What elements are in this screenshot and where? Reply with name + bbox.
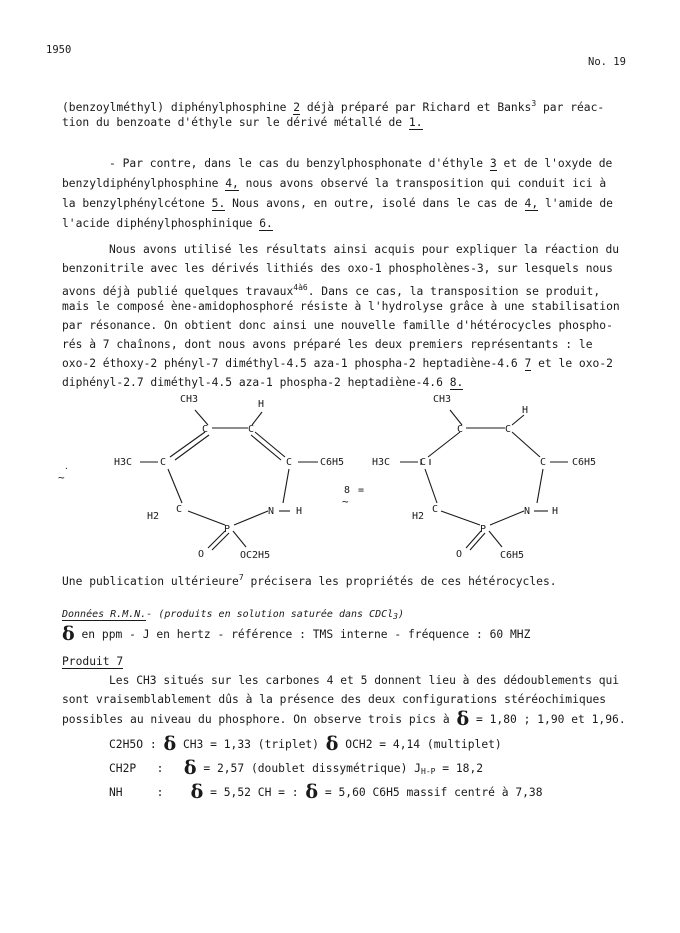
para3-line2: benzonitrile avec les dérivés lithiés des oxo-1 phospholènes-3, sur lesquels nous (62, 262, 613, 275)
right-c-left: C (420, 457, 427, 468)
issue-number: No. 19 (588, 56, 626, 68)
left-c-right: C (286, 457, 293, 468)
right-ch3-top: CH3 (433, 394, 452, 405)
resonance-number: 8 (344, 485, 351, 496)
left-oc2h5: OC2H5 (240, 550, 271, 561)
left-nh-h: H (296, 506, 303, 517)
compound-ref-5: 5. (211, 197, 226, 210)
para3-line5: par résonance. On obtient donc ainsi une nouvelle famille d'hétérocycles phospho- (62, 319, 613, 332)
right-h2: H2 (412, 511, 425, 522)
resonance-equals: = (358, 485, 365, 496)
para1-line1: (benzoylméthyl) diphénylphosphine 2 déjà préparé par Richard et Banks$^3$ par réac- (62, 99, 605, 114)
left-p: P (224, 524, 231, 535)
left-c2: C (248, 424, 255, 435)
left-o: O (198, 549, 205, 560)
left-h3c: H3C (114, 457, 133, 468)
para3-line3: avons déjà publié quelques travaux$^{4à6}$. Dans ce cas, la transposition se produit, (62, 283, 601, 298)
product-text1: Les CH3 situés sur les carbones 4 et 5 donnent lieu à des dédoublements qui (109, 674, 620, 687)
compound-ref-2: 2 (293, 101, 301, 114)
compound-ref-4b: 4, (524, 197, 539, 210)
compound-ref-6: 6. (259, 217, 273, 230)
compound-ref-1: 1. (408, 116, 423, 129)
right-nh-h: H (552, 506, 559, 517)
right-c-right: C (540, 457, 547, 468)
nmr-units: δ en ppm - J en hertz - référence : TMS interne - fréquence : 60 MHZ (62, 623, 531, 645)
right-p: P (480, 524, 487, 535)
para3-line7: oxo-2 éthoxy-2 phényl-7 diméthyl-4.5 aza-1 phospha-2 heptadiène-4.6 7 et le oxo-2 (62, 357, 613, 370)
compound-ref-7: 7 (524, 357, 532, 370)
para3-line1: Nous avons utilisé les résultats ainsi acquis pour expliquer la réaction du (109, 243, 620, 256)
margin-mark: · (64, 464, 69, 473)
para2-line2: benzyldiphénylphosphine 4, nous avons observé la transposition qui conduit ici à (62, 177, 607, 190)
product-text2: sont vraisemblablement dûs à la présence des deux configurations stéréochimiques (62, 693, 607, 706)
margin-tilde: ~ (58, 471, 65, 484)
right-h-top: H (522, 405, 529, 416)
left-c-bottom: C (176, 504, 183, 515)
left-c-left: C (160, 457, 167, 468)
right-n: N (524, 506, 531, 517)
compound-ref-8: 8. (449, 376, 464, 389)
product-text3: possibles au niveau du phosphore. On observe trois pics à δ = 1,80 ; 1,90 et 1,96. (62, 708, 626, 730)
right-h3c: H3C (372, 457, 391, 468)
resonance-tilde: ~ (342, 495, 349, 508)
nmr-row-nh: NH : δ = 5,52 CH = : δ = 5,60 C6H5 massif centré à 7,38 (109, 781, 543, 803)
nmr-heading: Données R.M.N.- (produits en solution saturée dans CDCl$_3$) (62, 609, 404, 621)
right-c6h5-p: C6H5 (500, 550, 525, 561)
left-c6h5: C6H5 (320, 457, 345, 468)
left-h-top: H (258, 399, 265, 410)
left-c1: C (202, 424, 209, 435)
nmr-row-c2h5o: C2H5O : δ CH3 = 1,33 (triplet) δ OCH2 = 4,14 (multiplet) (109, 733, 502, 755)
product-title: Produit 7 (62, 655, 124, 668)
right-c-bottom: C (432, 504, 439, 515)
nmr-row-ch2p: CH2P : δ = 2,57 (doublet dissymétrique) $J_{H-P} = 18,2$ (109, 757, 484, 779)
left-ch3-top: CH3 (180, 394, 199, 405)
para2-line4: l'acide diphénylphosphinique 6. (62, 217, 273, 230)
right-c6h5: C6H5 (572, 457, 597, 468)
right-c2: C (505, 424, 512, 435)
para3-line8: diphényl-2.7 diméthyl-4.5 aza-1 phospha-2 heptadiène-4.6 8. (62, 376, 464, 389)
para1-line2: tion du benzoate d'éthyle sur le dérivé métallé de 1. (62, 116, 423, 129)
publication-note: Une publication ultérieure$^7$ précisera les propriétés de ces hétérocycles. (62, 573, 557, 588)
para3-line4: mais le composé ène-amidophosphoré résiste à l'hydrolyse grâce à une stabilisation (62, 300, 620, 313)
para2-line3: la benzylphénylcétone 5. Nous avons, en outre, isolé dans le cas de 4, l'amide de (62, 197, 613, 210)
para3-line6: rés à 7 chaînons, dont nous avons préparé les deux premiers représentants : le (62, 338, 593, 351)
resonance-structures-diagram (0, 385, 680, 570)
compound-ref-3: 3 (489, 157, 497, 170)
right-c1: C (457, 424, 464, 435)
right-o: O (456, 549, 463, 560)
compound-ref-4: 4, (225, 177, 239, 190)
page-number: 1950 (46, 44, 72, 56)
left-h2: H2 (147, 511, 160, 522)
para2-line1: - Par contre, dans le cas du benzylphosphonate d'éthyle 3 et de l'oxyde de (109, 157, 613, 170)
left-n: N (268, 506, 275, 517)
